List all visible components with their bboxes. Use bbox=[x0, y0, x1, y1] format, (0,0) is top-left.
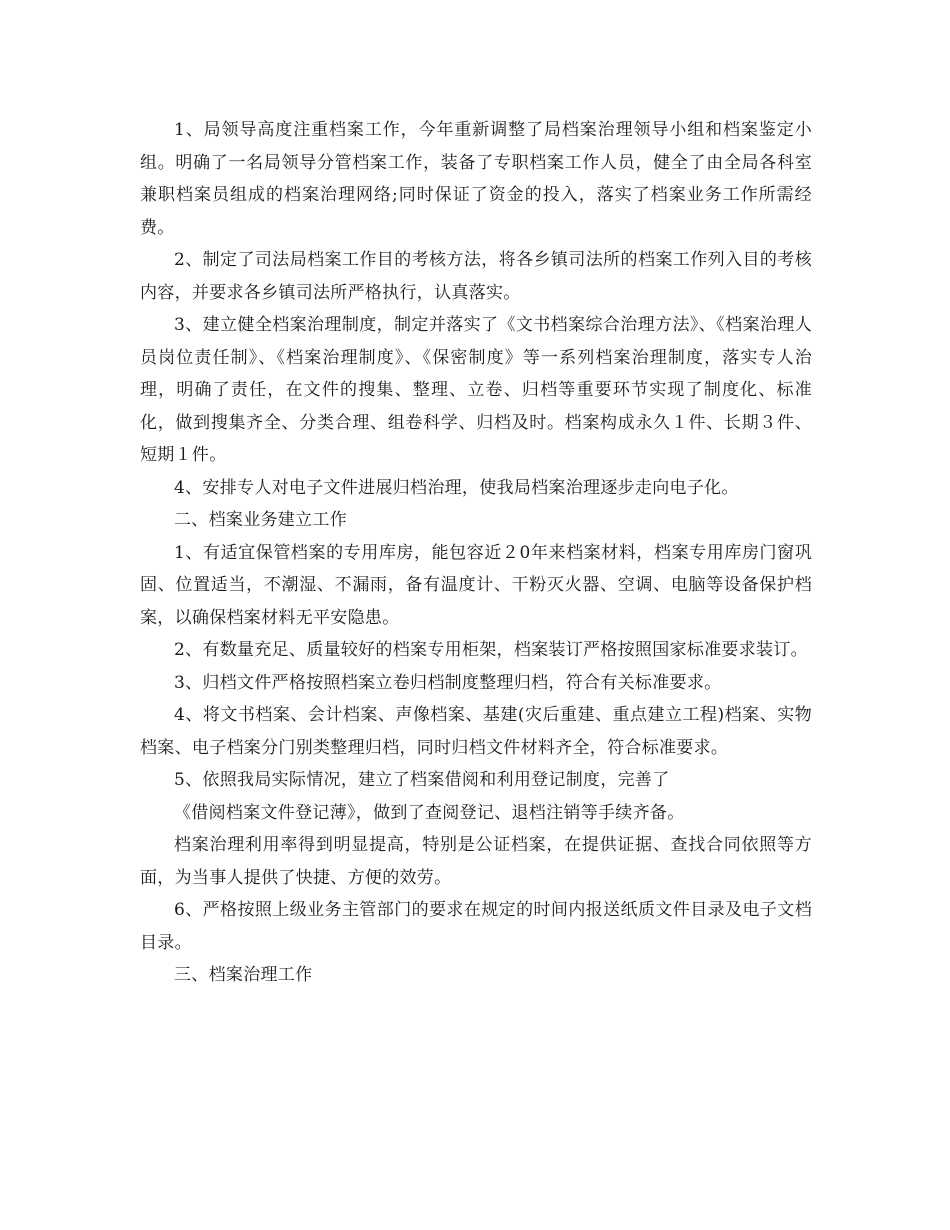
paragraph-6: 2、有数量充足、质量较好的档案专用柜架，档案装订严格按照国家标准要求装订。 bbox=[174, 640, 808, 660]
paragraph-2: 2、制定了司法局档案工作目的考核方法，将各乡镇司法所的档案工作列入目的考核内容，并要求各乡镇司法所严格执行，认真落实。 bbox=[140, 250, 812, 303]
paragraph-4: 4、安排专人对电子文件进展归档治理，使我局档案治理逐步走向电子化。 bbox=[174, 477, 739, 498]
document-body bbox=[140, 114, 812, 992]
paragraph-7: 3、归档文件严格按照档案立卷归档制度整理归档，符合有关标准要求。 bbox=[174, 672, 722, 693]
section-heading-2: 二、档案业务建立工作 bbox=[174, 510, 347, 530]
section-heading-3: 三、档案治理工作 bbox=[174, 965, 313, 985]
paragraph-11: 档案治理利用率得到明显提高，特别是公证档案，在提供证据、查找合同依照等方面，为当事人提供了快捷、方便的效劳。 bbox=[140, 835, 812, 888]
paragraph-1: 1、局领导高度注重档案工作，今年重新调整了局档案治理领导小组和档案鉴定小组。明确了一名局领导分管档案工作，装备了专职档案工作人员，健全了由全局各科室兼职档案员组成的档案治理网络;同时保证了资金的投入，落实了档案业务工作所需经费。 bbox=[140, 120, 812, 238]
paragraph-5: 1、有适宜保管档案的专用库房，能包容近２0年来档案材料，档案专用库房门窗巩固、位置适当，不潮湿、不漏雨，备有温度计、干粉灭火器、空调、电脑等设备保护档案，以确保档案材料无平安隐患。 bbox=[140, 542, 812, 628]
paragraph-3: 3、建立健全档案治理制度，制定并落实了《文书档案综合治理方法》、《档案治理人员岗位责任制》、《档案治理制度》、《保密制度》等一系列档案治理制度，落实专人治理，明确了责任，在文件的搜集、整理、立卷、归档等重要环节实现了制度化、标准化，做到搜集齐全、分类合理、组卷科学、归档及时。档案构成永久１件、长期３件、短期１件。 bbox=[140, 315, 812, 465]
paragraph-12: 6、严格按照上级业务主管部门的要求在规定的时间内报送纸质文件目录及电子文档目录。 bbox=[140, 900, 812, 953]
paragraph-8: 4、将文书档案、会计档案、声像档案、基建(灾后重建、重点建立工程)档案、实物档案、电子档案分门别类整理归档，同时归档文件材料齐全，符合标准要求。 bbox=[140, 705, 812, 758]
paragraph-9: 5、依照我局实际情况，建立了档案借阅和利用登记制度，完善了 bbox=[174, 770, 670, 790]
paragraph-10: 《借阅档案文件登记薄》，做到了查阅登记、退档注销等手续齐备。 bbox=[174, 802, 685, 823]
